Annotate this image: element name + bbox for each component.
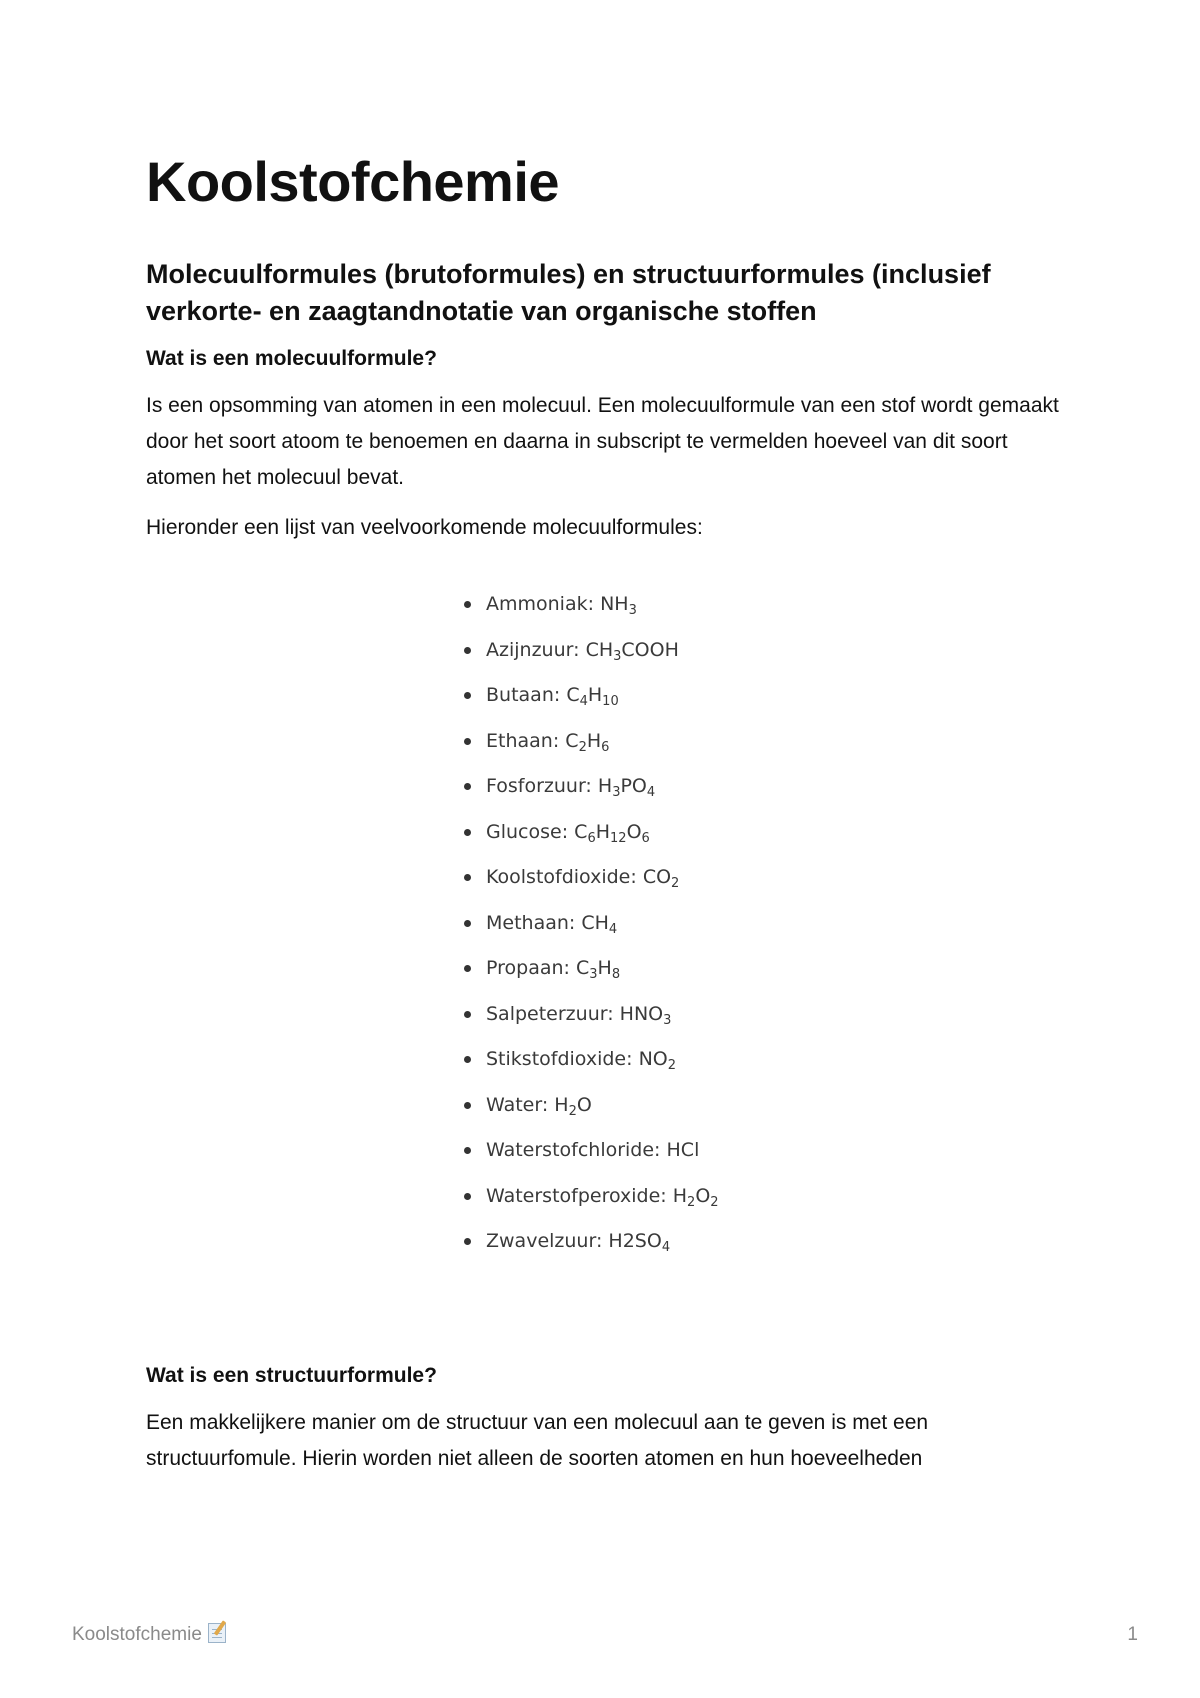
formula-text: COOH: [621, 638, 679, 661]
list-item: [462, 628, 1066, 674]
formula-subscript: 12: [610, 830, 627, 846]
bullet-icon: [464, 965, 471, 972]
formula-value: [619, 1002, 672, 1028]
list-item: [462, 1128, 1066, 1174]
list-item: [462, 855, 1066, 901]
formula-name: Waterstofperoxide:: [486, 1184, 667, 1207]
formula-value: [574, 820, 650, 846]
list-item: [462, 992, 1066, 1038]
page-content: [146, 140, 1066, 1477]
bullet-icon: [464, 647, 471, 654]
formula-name: Koolstofdioxide:: [486, 866, 637, 888]
bullet-icon: [464, 1011, 471, 1018]
formula-value: [554, 1093, 592, 1119]
formula-text: H: [595, 820, 611, 843]
formula-text: NH: [600, 593, 629, 615]
list-item: [462, 719, 1066, 765]
bullet-icon: [464, 1238, 471, 1245]
formula-list: [462, 582, 1066, 1265]
formula-value: [672, 1184, 719, 1210]
list-item: [462, 673, 1066, 719]
list-intro: Hieronder een lijst van veelvoorkomende molecuulformules:: [146, 516, 703, 539]
list-item: [462, 1174, 1066, 1220]
formula-value: [575, 957, 621, 982]
formula-subscript: 3: [589, 967, 598, 982]
formula-value: [642, 866, 680, 891]
bullet-icon: [464, 1102, 471, 1109]
section-heading: Molecuulformules (brutoformules) en structuurformules (inclusief verkorte- en zaagtandnotatie van organische stoffen: [146, 259, 991, 326]
formula-subscript: 4: [646, 785, 656, 800]
formula-subscript: 2: [710, 1194, 719, 1210]
list-item: [462, 1037, 1066, 1083]
formula-name: Propaan:: [486, 957, 570, 979]
formula-subscript: 6: [587, 830, 596, 846]
formula-subscript: 3: [628, 603, 637, 618]
formula-subscript: 2: [667, 1058, 677, 1073]
formula-subscript: 2: [671, 876, 680, 891]
formula-subscript: 3: [612, 785, 621, 800]
formula-text: H: [554, 1093, 569, 1116]
paragraph-structuurformule: Een makkelijkere manier om de structuur van een molecuul aan te geven is met een structuurfomule. Hierin worden niet alleen de soorten atomen en hun hoeveelheden: [146, 1410, 929, 1470]
formula-name: Salpeterzuur:: [486, 1002, 614, 1025]
formula-name: Azijnzuur:: [486, 638, 580, 661]
bullet-icon: [464, 738, 471, 745]
formula-subscript: 4: [661, 1240, 671, 1255]
list-item: [462, 901, 1066, 947]
formula-subscript: 6: [641, 830, 650, 846]
list-item: [462, 582, 1066, 628]
paragraph-molecuulformule: Is een opsomming van atomen in een molecuul. Een molecuulformule van een stof wordt gemaakt door het soort atoom te benoemen en daarna in subscript te vermelden hoeveel van dit soort atomen het molecuul bevat.: [146, 394, 1059, 489]
formula-name: Stikstofdioxide:: [486, 1048, 633, 1070]
formula-text: C: [574, 820, 588, 843]
list-item: [462, 946, 1066, 992]
formula-name: Butaan:: [486, 684, 561, 706]
formula-text: C: [566, 684, 580, 706]
formula-subscript: 3: [663, 1012, 672, 1028]
formula-name: Water:: [486, 1093, 549, 1116]
list-item: [462, 1083, 1066, 1129]
formula-name: Fosforzuur:: [486, 775, 592, 797]
formula-name: Zwavelzuur:: [486, 1230, 603, 1252]
footer-title-wrap: [72, 1620, 226, 1650]
formula-text: O: [626, 820, 642, 843]
formula-text: C: [565, 729, 579, 752]
formula-value: [585, 638, 679, 664]
bullet-icon: [464, 874, 471, 881]
formula-text: H: [587, 684, 603, 706]
formula-value: [565, 729, 610, 755]
page-title: Koolstofchemie: [146, 150, 560, 213]
formula-value: [597, 775, 656, 800]
bullet-icon: [464, 692, 471, 699]
question-molecuulformule: Wat is een molecuulformule?: [146, 347, 437, 370]
page-footer: [72, 1620, 1138, 1650]
formula-subscript: 2: [568, 1103, 577, 1119]
formula-text: O: [576, 1093, 592, 1116]
bullet-icon: [464, 1147, 471, 1154]
formula-name: Glucose:: [486, 820, 569, 843]
formula-subscript: 10: [602, 694, 619, 709]
formula-name: Ammoniak:: [486, 593, 595, 615]
formula-text: C: [575, 957, 590, 979]
bullet-icon: [464, 783, 471, 790]
formula-subscript: 4: [608, 921, 618, 937]
formula-text: HNO: [619, 1002, 664, 1025]
formula-name: Ethaan:: [486, 729, 560, 752]
list-item: [462, 1219, 1066, 1265]
formula-list-container: [146, 582, 1066, 1265]
formula-text: O: [695, 1184, 711, 1207]
formula-text: CH: [581, 911, 609, 934]
formula-value: [566, 684, 619, 709]
formula-text: H: [586, 729, 602, 752]
formula-subscript: 2: [578, 739, 587, 755]
formula-value: [608, 1230, 671, 1255]
formula-subscript: 3: [613, 648, 622, 664]
formula-value: [600, 593, 637, 618]
formula-text: H: [597, 957, 612, 979]
memo-icon: [208, 1623, 226, 1643]
page-number: 1: [1127, 1624, 1138, 1645]
formula-value: [581, 911, 618, 937]
question-structuurformule: Wat is een structuurformule?: [146, 1363, 437, 1387]
formula-name: Waterstofchloride:: [486, 1139, 661, 1161]
list-item: [462, 810, 1066, 856]
bullet-icon: [464, 920, 471, 927]
formula-text: H2SO: [608, 1230, 662, 1252]
formula-text: NO: [638, 1048, 668, 1070]
bullet-icon: [464, 829, 471, 836]
bullet-icon: [464, 1056, 471, 1063]
formula-text: HCl: [666, 1139, 700, 1161]
formula-subscript: 6: [601, 739, 610, 755]
formula-text: CH: [585, 638, 614, 661]
section-structuurformule: [146, 1361, 1066, 1477]
formula-subscript: 8: [611, 967, 621, 982]
formula-text: PO: [620, 775, 647, 797]
formula-subscript: 2: [687, 1194, 696, 1210]
formula-name: Methaan:: [486, 911, 576, 934]
bullet-icon: [464, 1193, 471, 1200]
formula-text: H: [597, 775, 613, 797]
formula-value: [638, 1048, 677, 1073]
footer-title: Koolstofchemie: [72, 1624, 202, 1645]
bullet-icon: [464, 601, 471, 608]
formula-text: CO: [642, 866, 672, 888]
formula-subscript: 4: [579, 694, 588, 709]
formula-text: H: [672, 1184, 688, 1207]
list-item: [462, 764, 1066, 810]
formula-value: [667, 1139, 700, 1161]
